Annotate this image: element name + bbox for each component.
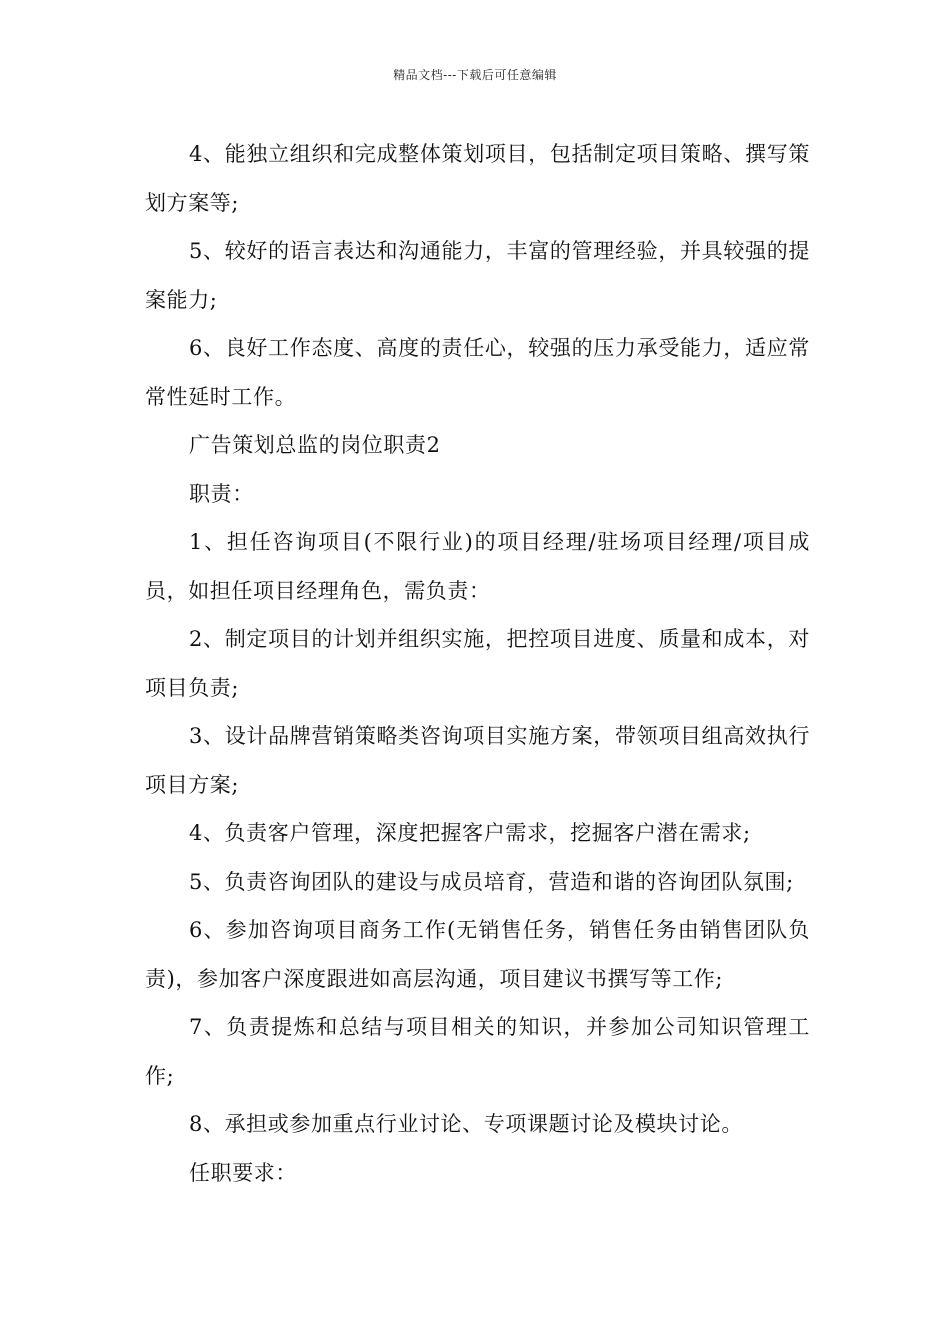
paragraph: 4、能独立组织和完成整体策划项目，包括制定项目策略、撰写策划方案等; — [145, 142, 810, 215]
paragraph: 1、担任咨询项目(不限行业)的项目经理/驻场项目经理/项目成员，如担任项目经理角色，需负责： — [145, 530, 810, 603]
page-header: 精品文档---下载后可任意编辑 — [393, 68, 557, 82]
document-body — [145, 130, 810, 1197]
subheading-duties: 职责： — [189, 481, 254, 506]
paragraph: 5、较好的语言表达和沟通能力，丰富的管理经验，并具较强的提案能力; — [145, 239, 810, 312]
paragraph: 6、良好工作态度、高度的责任心，较强的压力承受能力，适应常常性延时工作。 — [145, 336, 810, 409]
paragraph: 3、设计品牌营销策略类咨询项目实施方案，带领项目组高效执行项目方案; — [145, 724, 810, 797]
paragraph: 6、参加咨询项目商务工作(无销售任务，销售任务由销售团队负责)，参加客户深度跟进如高层沟通，项目建议书撰写等工作; — [145, 918, 810, 991]
subheading-requirements: 任职要求： — [189, 1160, 297, 1185]
paragraph: 4、负责客户管理，深度把握客户需求，挖掘客户潜在需求; — [189, 821, 751, 845]
section-heading: 广告策划总监的岗位职责2 — [189, 433, 441, 457]
paragraph: 2、制定项目的计划并组织实施，把控项目进度、质量和成本，对项目负责; — [145, 627, 810, 700]
paragraph: 8、承担或参加重点行业讨论、专项课题讨论及模块讨论。 — [189, 1112, 743, 1136]
paragraph: 7、负责提炼和总结与项目相关的知识，并参加公司知识管理工作; — [145, 1015, 810, 1088]
paragraph: 5、负责咨询团队的建设与成员培育，营造和谐的咨询团队氛围; — [189, 869, 794, 894]
